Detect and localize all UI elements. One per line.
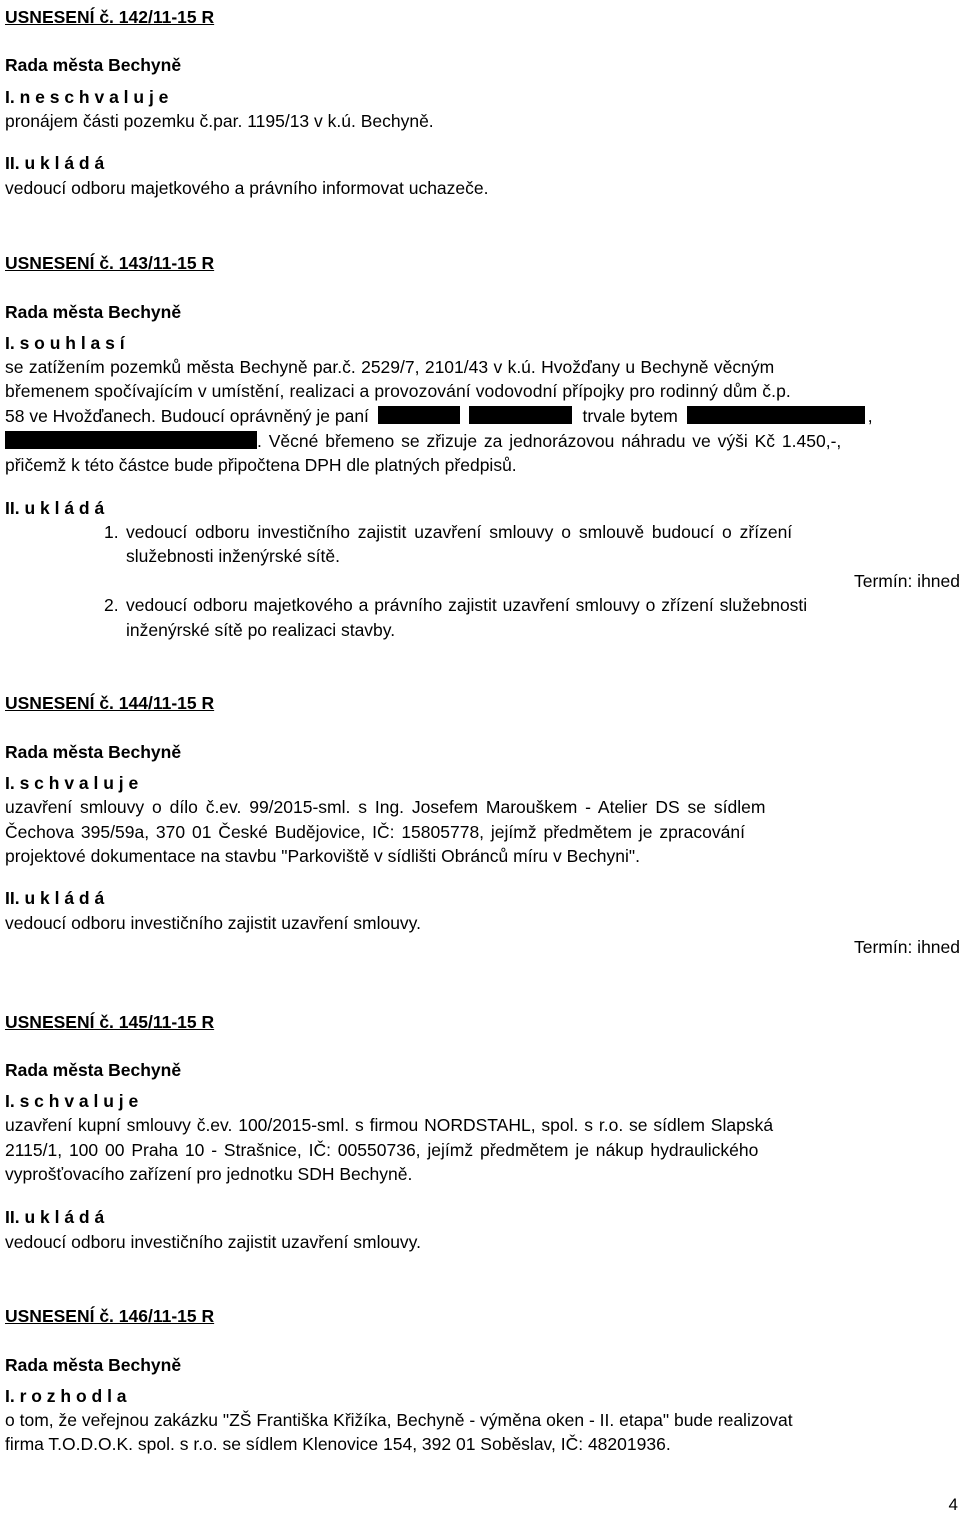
redaction-bar xyxy=(5,431,257,449)
verb-heading: I. s o u h l a s í xyxy=(5,333,125,353)
resolution-text-line: firma T.O.D.O.K. spol. s r.o. se sídlem Klenovice 154, 392 01 Soběslav, IČ: 48201936. xyxy=(5,1434,671,1454)
list-item-text: vedoucí odboru investičního zajistit uzavření smlouvy o smlouvě budoucí o zřízení xyxy=(126,522,793,542)
verb-heading: I. s c h v a l u j e xyxy=(5,773,139,793)
council-name: Rada města Bechyně xyxy=(5,55,182,75)
resolution-text-line: 2115/1, 100 00 Praha 10 - Strašnice, IČ: 00550736, jejímž předmětem je nákup hydraulického xyxy=(5,1140,759,1160)
resolution-heading: USNESENÍ č. 146/11-15 R xyxy=(5,1306,215,1326)
list-number: 1. xyxy=(104,522,119,542)
verb-heading: II. u k l á d á xyxy=(5,888,105,908)
resolution-text: vedoucí odboru investičního zajistit uzavření smlouvy. xyxy=(5,1232,421,1252)
text-segment: . Věcné břemeno se zřizuje za jednorázovou náhradu ve výši Kč 1.450,-, xyxy=(257,431,842,451)
resolution-text-line: přičemž k této částce bude připočtena DPH dle platných předpisů. xyxy=(5,455,517,475)
resolution-text-line: projektové dokumentace na stavbu "Parkoviště v sídlišti Obránců míru v Bechyni". xyxy=(5,846,640,866)
redaction-bar xyxy=(469,406,572,424)
council-name: Rada města Bechyně xyxy=(5,302,182,322)
resolution-text-line: se zatížením pozemků města Bechyně par.č. 2529/7, 2101/43 v k.ú. Hvožďany u Bechyně věcným xyxy=(5,357,775,377)
verb-heading: I. n e s c h v a l u j e xyxy=(5,87,169,107)
text-segment: trvale bytem xyxy=(582,406,678,426)
resolution-text: vedoucí odboru investičního zajistit uzavření smlouvy. xyxy=(5,913,421,933)
resolution-text: pronájem části pozemku č.par. 1195/13 v k.ú. Bechyně. xyxy=(5,111,434,131)
resolution-heading: USNESENÍ č. 144/11-15 R xyxy=(5,693,215,713)
resolution-text-line: o tom, že veřejnou zakázku "ZŠ Františka Křižíka, Bechyně - výměna oken - II. etapa" bude realizovat xyxy=(5,1410,793,1430)
resolution-text-line: břemenem spočívajícím v umístění, realizaci a provozování vodovodní přípojky pro rodinný dům č.p. xyxy=(5,381,791,401)
resolution-text-line: uzavření kupní smlouvy č.ev. 100/2015-sml. s firmou NORDSTAHL, spol. s r.o. se sídlem Slapská xyxy=(5,1115,774,1135)
resolution-text-line: vyprošťovacího zařízení pro jednotku SDH Bechyně. xyxy=(5,1164,413,1184)
list-item-text: inženýrské sítě po realizaci stavby. xyxy=(126,620,396,640)
list-item-text: vedoucí odboru majetkového a právního zajistit uzavření smlouvy o zřízení služebnosti xyxy=(126,595,808,615)
deadline-label: Termín: ihned xyxy=(853,571,960,591)
text-segment: 58 ve Hvožďanech. Budoucí oprávněný je paní xyxy=(5,406,369,426)
resolution-text-line xyxy=(5,430,841,452)
verb-heading: II. u k l á d á xyxy=(5,498,105,518)
list-item-text: služebnosti inženýrské sítě. xyxy=(126,546,340,566)
page-number: 4 xyxy=(948,1495,958,1514)
redaction-bar xyxy=(687,406,865,424)
list-number: 2. xyxy=(104,595,119,615)
council-name: Rada města Bechyně xyxy=(5,742,182,762)
resolution-heading: USNESENÍ č. 145/11-15 R xyxy=(5,1012,215,1032)
resolution-text-line: Čechova 395/59a, 370 01 České Budějovice, IČ: 15805778, jejímž předmětem je zpracování xyxy=(5,822,745,842)
verb-heading: II. u k l á d á xyxy=(5,1207,105,1227)
verb-heading: I. r o z h o d l a xyxy=(5,1386,127,1406)
resolution-heading: USNESENÍ č. 142/11-15 R xyxy=(5,7,215,27)
council-name: Rada města Bechyně xyxy=(5,1060,182,1080)
resolution-heading: USNESENÍ č. 143/11-15 R xyxy=(5,253,215,273)
resolution-text-line xyxy=(5,405,873,427)
resolution-text-line: uzavření smlouvy o dílo č.ev. 99/2015-sml. s Ing. Josefem Marouškem - Atelier DS se sídlem xyxy=(5,797,766,817)
deadline-label: Termín: ihned xyxy=(853,937,960,957)
council-name: Rada města Bechyně xyxy=(5,1355,182,1375)
resolution-text: vedoucí odboru majetkového a právního informovat uchazeče. xyxy=(5,178,489,198)
redaction-bar xyxy=(378,406,460,424)
verb-heading: II. u k l á d á xyxy=(5,153,105,173)
text-segment: , xyxy=(867,406,873,426)
verb-heading: I. s c h v a l u j e xyxy=(5,1091,139,1111)
